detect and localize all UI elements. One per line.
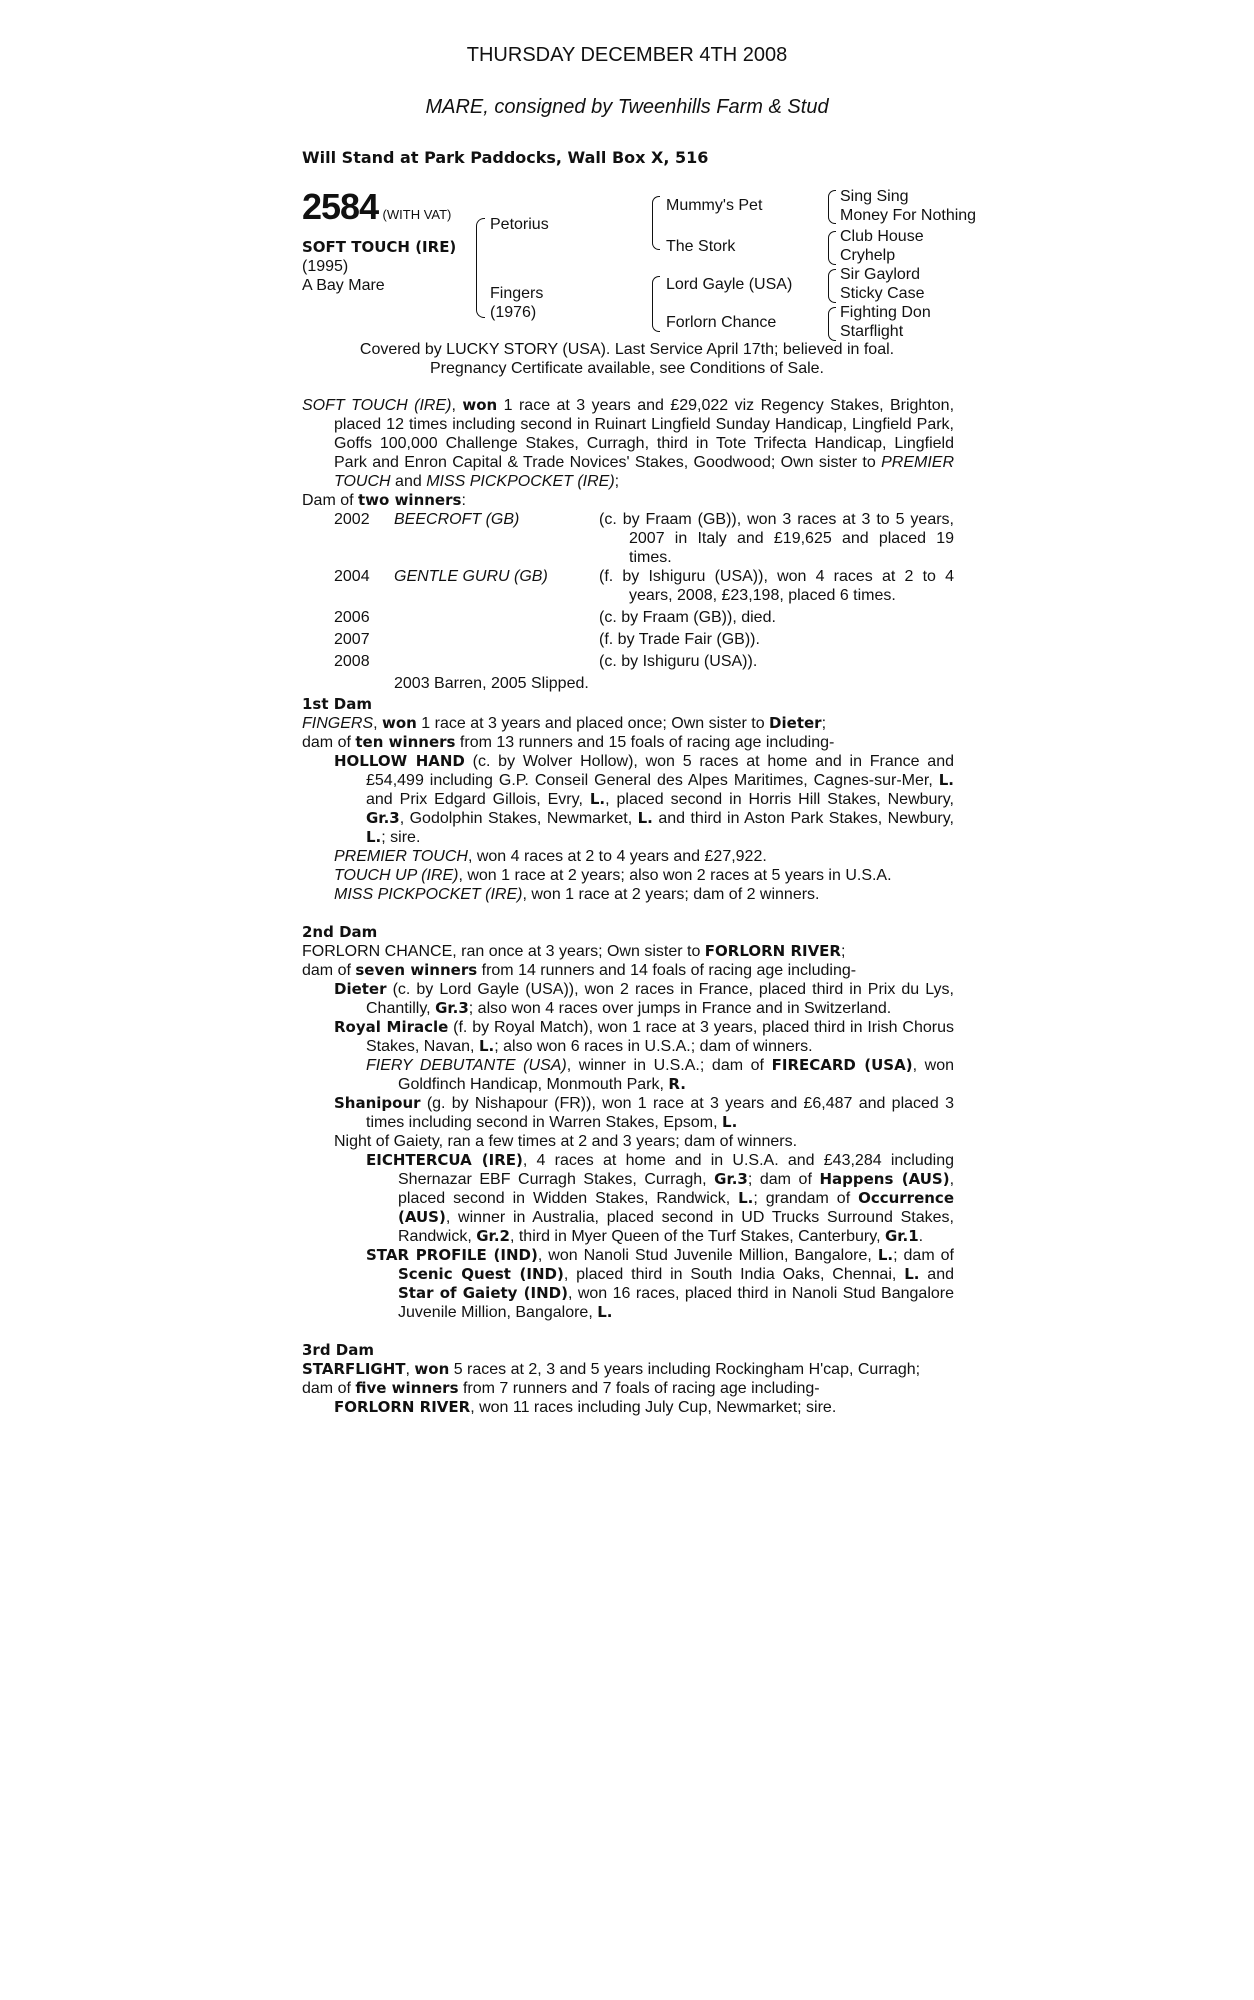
eichtercua-entry <box>302 1151 954 1246</box>
second-dam-produce <box>302 961 954 980</box>
pedigree-brace-3b <box>828 231 836 265</box>
occurrence-name: Occurrence (AUS) <box>398 1189 954 1226</box>
listed-mark: L. <box>904 1265 920 1283</box>
first-dam-sibling: Dieter <box>769 714 822 732</box>
dieter-name: Dieter <box>334 980 387 998</box>
won-label: won <box>462 396 498 414</box>
produce-row <box>334 627 954 649</box>
hollow-hand-name: HOLLOW HAND <box>334 752 465 770</box>
first-dam-name: FINGERS <box>302 715 374 732</box>
covered-line-1: Covered by LUCKY STORY (USA). Last Service April 17th; believed in foal. <box>359 341 895 358</box>
pedigree-brace-2b <box>652 276 660 332</box>
group3-mark: Gr.3 <box>714 1170 748 1188</box>
listed-mark: L. <box>938 771 954 789</box>
produce-desc: (c. by Ishiguru (USA)). <box>599 653 758 670</box>
second-dam-winners-tail: from 14 runners and 14 foals of racing age including- <box>477 962 857 979</box>
produce-year: 2004 <box>334 568 370 585</box>
star-profile-name: STAR PROFILE (IND) <box>366 1246 538 1264</box>
first-dam-text: 1 race at 3 years and placed once; Own sister to <box>416 715 770 732</box>
forlorn-river-text: , won 11 races including July Cup, Newmarket; sire. <box>470 1399 837 1416</box>
group3-mark: Gr.3 <box>435 999 469 1017</box>
fiery-debutante-name: FIERY DEBUTANTE (USA) <box>366 1057 567 1074</box>
pedigree-brace-3c <box>828 269 836 303</box>
sp-text-e: , won 16 races, placed third in Nanoli Stud Bangalore Juvenile Million, Bangalore, <box>398 1285 954 1321</box>
shanipour-text: (g. by Nishapour (FR)), won 1 race at 3 years and £6,487 and placed 3 times including second in Warren Stakes, Epsom, <box>366 1095 954 1131</box>
night-of-gaiety-entry: Night of Gaiety, ran a few times at 2 and 3 years; dam of winners. <box>334 1133 798 1150</box>
listed-mark: L. <box>877 1246 894 1264</box>
produce-desc: (f. by Ishiguru (USA)), won 4 races at 2 to 4 years, 2008, £23,198, placed 6 times. <box>599 568 954 604</box>
shanipour-name: Shanipour <box>334 1094 421 1112</box>
touch-up-entry <box>302 866 954 885</box>
sp-text-c: , placed third in South India Oaks, Chennai, <box>563 1266 905 1283</box>
pedigree-gen3-4: Cryhelp <box>840 247 896 264</box>
record-end: ; <box>614 473 620 490</box>
pedigree-gen3-3: Club House <box>840 228 924 245</box>
produce-note: 2003 Barren, 2005 Slipped. <box>394 675 589 692</box>
third-dam-name: STARFLIGHT <box>302 1360 406 1378</box>
second-dam-record <box>302 942 954 961</box>
listed-mark: L. <box>722 1113 738 1131</box>
pedigree-brace-2a <box>652 196 660 250</box>
premier-touch-text: , won 4 races at 2 to 4 years and £27,922. <box>467 848 767 865</box>
vat-note: (WITH VAT) <box>382 207 452 222</box>
lot-number: 2584 <box>302 186 379 227</box>
produce-desc: (c. by Fraam (GB)), died. <box>599 609 776 626</box>
sister-miss-pickpocket: MISS PICKPOCKET (IRE) <box>426 473 615 490</box>
third-dam-heading: 3rd Dam <box>302 1341 374 1359</box>
produce-name: BEECROFT (GB) <box>394 511 520 528</box>
third-dam-record: STARFLIGHT, won 5 races at 2, 3 and 5 years including Rockingham H'cap, Curragh; <box>302 1360 921 1378</box>
consignment-subtitle: MARE, consigned by Tweenhills Farm & Stud <box>425 96 829 118</box>
semi: ; <box>821 715 827 732</box>
produce-table <box>334 510 954 693</box>
hollow-hand-entry <box>302 752 954 847</box>
ei-text-c: , placed second in Widden Stakes, Randwick, <box>398 1171 955 1207</box>
produce-lead: Dam of <box>302 492 359 509</box>
hh-text-f: ; sire. <box>381 829 421 846</box>
third-dam-text: 5 races at 2, 3 and 5 years including Rockingham H'cap, Curragh; <box>449 1361 921 1378</box>
miss-pickpocket-entry <box>302 885 954 904</box>
fiery-debutante-text-2: , won Goldfinch Handicap, Monmouth Park, <box>398 1057 954 1093</box>
second-dam-sibling: FORLORN RIVER <box>704 942 841 960</box>
third-dam-winners: five winners <box>355 1379 459 1397</box>
touch-up-text: , won 1 race at 2 years; also won 2 races at 5 years in U.S.A. <box>458 867 892 884</box>
sp-text-b: ; dam of <box>893 1247 954 1264</box>
group2-mark: Gr.2 <box>476 1227 510 1245</box>
listed-mark: L. <box>589 790 606 808</box>
listed-mark: L. <box>478 1037 495 1055</box>
ei-text-f: , third in Myer Queen of the Turf Stakes, Canterbury, <box>509 1228 885 1245</box>
ei-text-b: ; dam of <box>747 1171 820 1188</box>
produce-name <box>394 649 599 671</box>
third-dam-winners-tail: from 7 runners and 7 foals of racing age including- <box>458 1380 820 1397</box>
ei-text-e: , winner in Australia, placed second in UD Trucks Surround Stakes, Randwick, <box>398 1209 954 1245</box>
second-dam-lead: FORLORN CHANCE, ran once at 3 years; Own sister to <box>302 943 705 960</box>
dam-of: dam of <box>302 1380 356 1397</box>
dieter-text: (c. by Lord Gayle (USA)), won 2 races in France, placed third in Prix du Lys, Chantilly, <box>366 981 954 1017</box>
royal-miracle-name: Royal Miracle <box>334 1018 449 1036</box>
pedigree-gen3-6: Sticky Case <box>840 285 925 302</box>
third-dam-produce <box>302 1379 954 1398</box>
covered-line-2: Pregnancy Certificate available, see Conditions of Sale. <box>430 360 824 377</box>
produce-year: 2006 <box>334 609 370 626</box>
stand-location: Will Stand at Park Paddocks, Wall Box X, 516 <box>302 148 709 167</box>
second-dam-heading: 2nd Dam <box>302 923 378 941</box>
pedigree-sire: Petorius <box>490 216 549 233</box>
pedigree-brace-1 <box>476 218 485 318</box>
scenic-quest-name: Scenic Quest (IND) <box>398 1265 564 1283</box>
pedigree-gen2-4: Forlorn Chance <box>666 314 777 331</box>
premier-touch-name: PREMIER TOUCH <box>334 848 468 865</box>
listed-mark: L. <box>637 809 653 827</box>
won-label: won <box>414 1360 450 1378</box>
fiery-debutante-text: , winner in U.S.A.; dam of <box>566 1057 772 1074</box>
group1-mark: Gr.1 <box>884 1227 919 1245</box>
sale-date: THURSDAY DECEMBER 4TH 2008 <box>466 44 788 66</box>
pedigree-gen2-2: The Stork <box>666 238 736 255</box>
produce-row <box>334 567 954 605</box>
ei-text-a: , 4 races at home and in U.S.A. and £43,284 including Shernazar EBF Curragh Stakes, Curragh, <box>398 1152 955 1188</box>
forlorn-river-name: FORLORN RIVER <box>334 1398 471 1416</box>
horse-name: SOFT TOUCH (IRE) <box>302 238 457 256</box>
happens-name: Happens (AUS) <box>819 1170 950 1188</box>
hh-text-a: (c. by Wolver Hollow), won 5 races at home and in France and £54,499 including G.P. Conseil General des Alpes Maritimes, Cagnes-sur-Mer, <box>366 753 955 789</box>
pedigree-gen3-2: Money For Nothing <box>840 207 977 224</box>
first-dam-winners-tail: from 13 runners and 15 foals of racing age including- <box>455 734 835 751</box>
produce-year: 2002 <box>334 511 370 528</box>
listed-mark: L. <box>738 1189 754 1207</box>
produce-desc: (f. by Trade Fair (GB)). <box>599 631 760 648</box>
group3-mark: Gr.3 <box>366 809 400 827</box>
dieter-text-2: ; also won 4 races over jumps in France and in Switzerland. <box>468 1000 892 1017</box>
star-of-gaiety-name: Star of Gaiety (IND) <box>398 1284 568 1302</box>
produce-row <box>334 605 954 627</box>
pedigree-gen3-7: Fighting Don <box>840 304 931 321</box>
produce-note-row <box>334 671 954 693</box>
restricted-mark: R. <box>668 1075 686 1093</box>
touch-up-name: TOUCH UP (IRE) <box>334 867 459 884</box>
dam-of: dam of <box>302 962 356 979</box>
sp-text-d: and <box>919 1266 955 1283</box>
ei-text-d: ; grandam of <box>753 1190 859 1207</box>
second-dam-winners: seven winners <box>355 961 478 979</box>
eichtercua-name: EICHTERCUA (IRE) <box>366 1151 523 1169</box>
first-dam-produce <box>302 733 954 752</box>
hh-text-d: , Godolphin Stakes, Newmarket, <box>399 810 638 827</box>
produce-year: 2007 <box>334 631 370 648</box>
produce-row <box>334 510 954 567</box>
royal-miracle-entry <box>302 1018 954 1056</box>
miss-pickpocket-name: MISS PICKPOCKET (IRE) <box>334 886 523 903</box>
mare-race-record: SOFT TOUCH (IRE), won 1 race at 3 years and £29,022 viz Regency Stakes, Brighton, placed 12 times including second in Ruinart Lingfield Sunday Handicap, Lingfield Park, Goffs 100,000 Challenge Stakes, Curragh, third in Tote Trifecta Handicap, Lingfield Park and Enron Capital & Trade Novices' Stakes, Goodwood; Own sister to PREMIER TOUCH and MISS PICKPOCKET (IRE); <box>302 396 955 490</box>
pedigree-gen3-1: Sing Sing <box>840 188 909 205</box>
pedigree-dam-year: (1976) <box>490 304 537 321</box>
fiery-debutante-entry <box>302 1056 954 1094</box>
sp-text-a: , won Nanoli Stud Juvenile Million, Bangalore, <box>537 1247 878 1264</box>
hh-text-c: , placed second in Horris Hill Stakes, Newbury, <box>605 791 954 808</box>
sister-premier-touch: PREMIER TOUCH <box>334 454 954 490</box>
produce-desc: (c. by Fraam (GB)), won 3 races at 3 to 5 years, 2007 in Italy and £19,625 and placed 19 times. <box>599 511 954 566</box>
miss-pickpocket-text: , won 1 race at 2 years; dam of 2 winners. <box>522 886 820 903</box>
dieter-entry <box>302 980 954 1018</box>
listed-mark: L. <box>366 828 382 846</box>
foaling-year: (1995) <box>302 258 349 275</box>
pedigree-gen2-1: Mummy's Pet <box>666 197 763 214</box>
pedigree-gen3-8: Starflight <box>840 323 904 340</box>
horse-description: A Bay Mare <box>302 277 385 294</box>
produce-name <box>394 627 599 649</box>
lot-header <box>302 186 451 228</box>
royal-miracle-text: (f. by Royal Match), won 1 race at 3 years, placed third in Irish Chorus Stakes, Navan, <box>366 1019 954 1055</box>
pedigree-brace-3d <box>828 307 836 341</box>
catalogue-body <box>302 396 954 1417</box>
semi: ; <box>840 943 846 960</box>
mare-record-text: 1 race at 3 years and £29,022 viz Regency Stakes, Brighton, placed 12 times including second in Ruinart Lingfield Sunday Handicap, Lingfield Park, Goffs 100,000 Challenge Stakes, Curragh, third in Tote Trifecta Handicap, Lingfield Park and Enron Capital & Trade Novices' Stakes, Goodwood; Own sister to <box>334 397 955 471</box>
listed-mark: L. <box>597 1303 613 1321</box>
produce-colon: : <box>461 492 466 509</box>
hh-text-e: and third in Aston Park Stakes, Newbury, <box>652 810 954 827</box>
ei-text-g: . <box>918 1228 924 1245</box>
produce-winners: two winners <box>358 491 462 509</box>
and-text: and <box>390 473 427 490</box>
produce-intro <box>302 491 954 510</box>
mare-name: SOFT TOUCH (IRE) <box>302 397 452 414</box>
forlorn-river-entry <box>302 1398 954 1417</box>
pedigree-dam: Fingers <box>490 285 544 302</box>
star-profile-entry <box>302 1246 954 1322</box>
royal-miracle-text-2: ; also won 6 races in U.S.A.; dam of winners. <box>494 1038 813 1055</box>
pedigree-gen3-5: Sir Gaylord <box>840 266 921 283</box>
produce-name: GENTLE GURU (GB) <box>394 568 548 585</box>
firecard-name: FIRECARD (USA) <box>771 1056 913 1074</box>
premier-touch-entry <box>302 847 954 866</box>
dam-of: dam of <box>302 734 356 751</box>
produce-name <box>394 605 599 627</box>
hh-text-b: and Prix Edgard Gillois, Evry, <box>366 791 590 808</box>
shanipour-entry <box>302 1094 954 1132</box>
first-dam-record: FINGERS, won 1 race at 3 years and placed once; Own sister to Dieter; <box>302 714 827 732</box>
won-label: won <box>382 714 417 732</box>
produce-row <box>334 649 954 671</box>
first-dam-winners: ten winners <box>355 733 456 751</box>
produce-year: 2008 <box>334 653 370 670</box>
pedigree-gen2-3: Lord Gayle (USA) <box>666 276 793 293</box>
pedigree-brace-3a <box>828 190 836 224</box>
first-dam-heading: 1st Dam <box>302 695 372 713</box>
